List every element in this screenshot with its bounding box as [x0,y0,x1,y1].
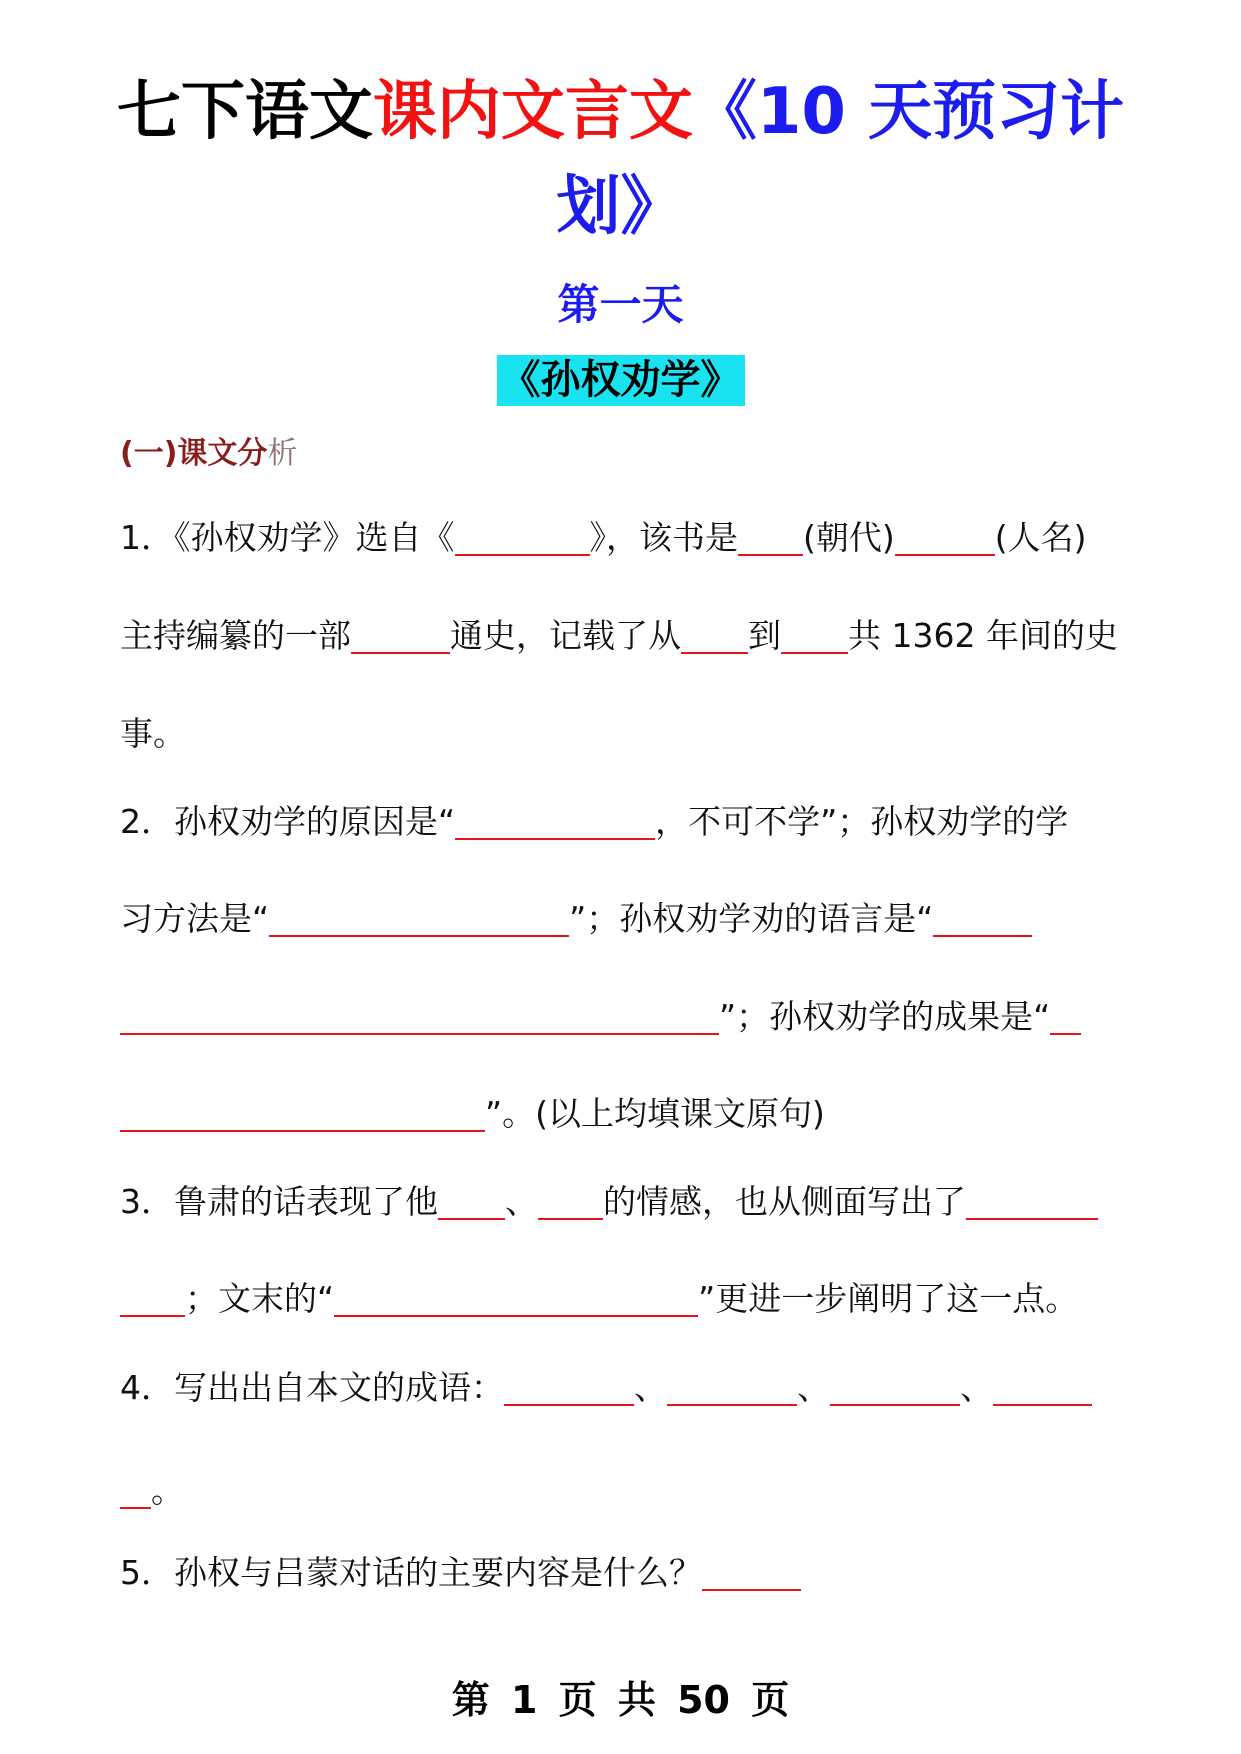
question-text: 、 [634,1368,667,1407]
question-text: (人名) [994,518,1087,557]
question-text: 、 [797,1368,830,1407]
answer-blank [455,518,590,556]
answer-blank [933,899,1032,937]
question-text: ”更进一步阐明了这一点。 [698,1279,1079,1318]
answer-blank [667,1368,797,1406]
question-text: 、 [505,1182,538,1221]
question-text: 通史，记载了从 [450,616,681,655]
question-1-line-3 [120,714,186,754]
answer-blank [1050,997,1081,1035]
question-text: 》，该书是 [589,518,738,557]
question-text: 的情感，也从侧面写出了 [603,1182,966,1221]
answer-blank [269,899,569,937]
answer-blank [438,1182,505,1220]
answer-blank [120,1279,185,1317]
question-text: 事。 [120,714,186,753]
question-text: 。 [151,1471,184,1510]
answer-blank [120,1094,485,1132]
answer-blank [120,1471,151,1509]
answer-blank [334,1279,698,1317]
answer-blank [702,1553,801,1591]
question-text: 2．孙权劝学的原因是“ [120,802,456,841]
question-text: 5．孙权与吕蒙对话的主要内容是什么？ [120,1553,702,1592]
page-footer: 第 1 页 共 50 页 [451,1678,790,1722]
question-3-line-2 [120,1279,1078,1319]
question-text: ，不可不学”；孙权劝学的学 [655,802,1069,841]
answer-blank [455,802,655,840]
answer-blank [781,616,848,654]
section-heading [120,434,297,474]
section-heading-tail: 析 [267,436,298,471]
lesson-title: 《孙权劝学》 [497,355,745,406]
lesson-title-wrap [0,355,1241,406]
question-2-line-1 [120,802,1068,842]
title-part-red: 课内文言文 [372,75,693,149]
question-2-line-2 [120,899,1032,939]
question-text: 3．鲁肃的话表现了他 [120,1182,438,1221]
question-1-line-2 [120,616,1118,656]
document-title-line-2 [0,167,1241,247]
question-text: 1．《孙权劝学》选自《 [120,518,455,557]
answer-blank [993,1368,1092,1406]
section-heading-label: (一)课文分 [120,436,268,471]
question-text: 共 1362 年间的史 [848,616,1118,655]
answer-blank [120,997,719,1035]
answer-blank [681,616,748,654]
answer-blank [738,518,803,556]
question-text: ”；孙权劝学的成果是“ [719,997,1051,1036]
title-part-black: 七下语文 [116,75,373,149]
question-text: 、 [960,1368,993,1407]
question-text: 4．写出出自本文的成语： [120,1368,504,1407]
question-text: ”。(以上均填课文原句) [485,1094,825,1133]
question-1-line-1 [120,518,1087,558]
question-text: ；文末的“ [185,1279,335,1318]
question-text: 主持编纂的一部 [120,616,351,655]
answer-blank [895,518,995,556]
answer-blank [538,1182,603,1220]
question-text: 习方法是“ [120,899,270,938]
question-4-line-1 [120,1368,1092,1408]
question-4-line-2 [120,1471,184,1511]
question-text: (朝代) [803,518,895,557]
question-5-line-1 [120,1553,801,1593]
answer-blank [966,1182,1098,1220]
document-title-line-1 [0,72,1241,152]
answer-blank [351,616,450,654]
answer-blank [504,1368,634,1406]
question-2-line-3 [120,997,1081,1037]
answer-blank [830,1368,960,1406]
question-text: 到 [748,616,781,655]
title-part-blue: 《10 天预习计 [692,75,1125,149]
day-heading: 第一天 [557,280,684,329]
question-2-line-4 [120,1094,825,1134]
question-text: ”；孙权劝学劝的语言是“ [569,899,934,938]
question-3-line-1 [120,1182,1098,1222]
title-part-blue-continued: 划》 [556,170,685,244]
